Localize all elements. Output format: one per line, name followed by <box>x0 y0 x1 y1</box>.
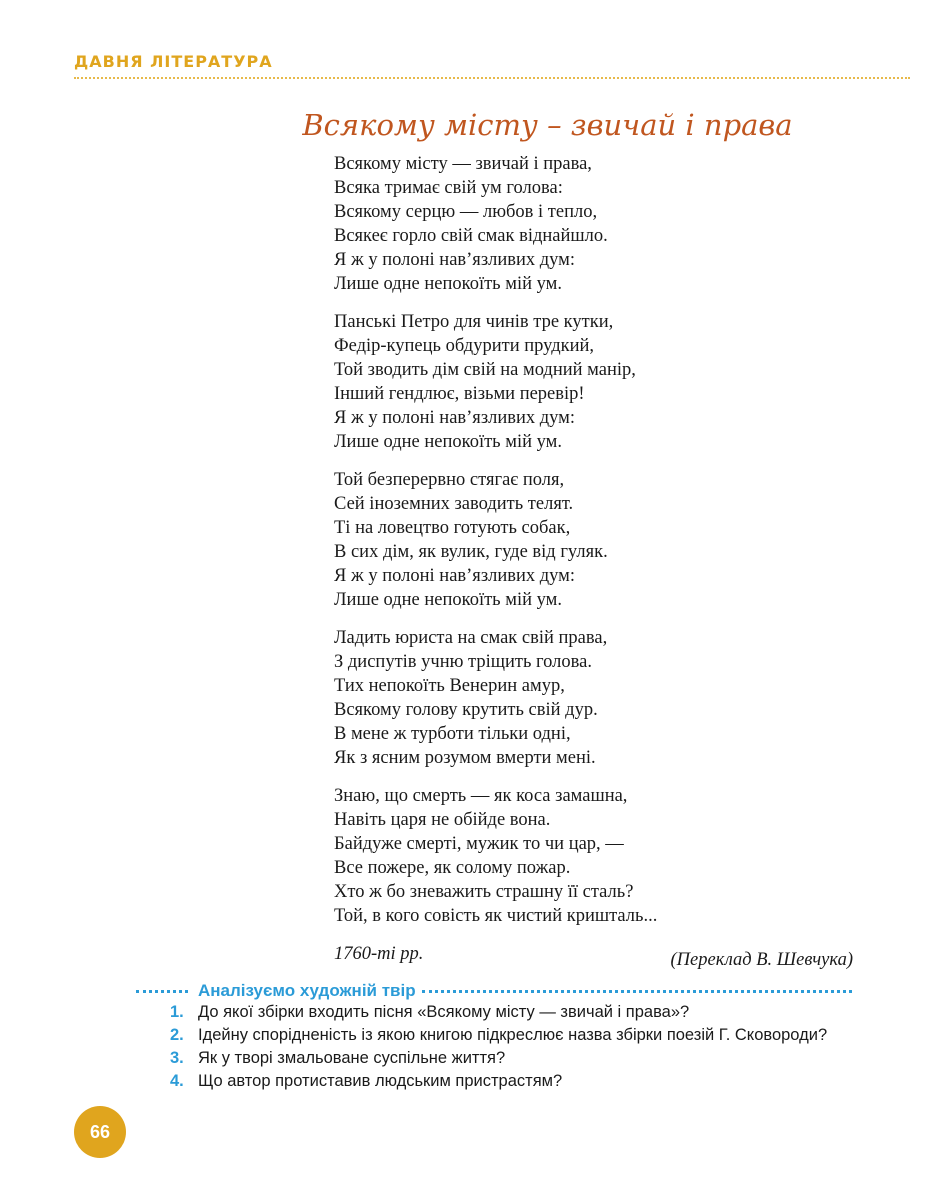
poem-date: 1760-ті рр. <box>334 944 424 964</box>
analysis-title: Аналізуємо художній твір <box>198 981 416 1000</box>
stanza <box>334 152 864 296</box>
poem-line: Всяка тримає свій ум голова: <box>334 178 563 198</box>
poem-line: Як з ясним розумом вмерти мені. <box>334 748 596 768</box>
question-number: 2. <box>170 1026 184 1044</box>
poem-line: Ті на ловецтво готують собак, <box>334 518 571 538</box>
question-number: 1. <box>170 1003 184 1021</box>
page-number-badge: 66 <box>74 1106 126 1158</box>
dotted-rule-right <box>422 990 852 993</box>
poem-line: Той, в кого совість як чистий кришталь... <box>334 906 658 926</box>
poem-title: Всякому місту – звичай і права <box>302 108 793 142</box>
question-text: Ідейну спорідненість із якою книгою підкреслює назва збірки поезій Г. Сковороди? <box>198 1026 828 1044</box>
poem-line: Знаю, що смерть — як коса замашна, <box>334 786 628 806</box>
poem-line: Той зводить дім свій на модний манір, <box>334 360 636 380</box>
question-number: 4. <box>170 1072 184 1090</box>
stanza <box>334 468 864 612</box>
stanza <box>334 310 864 454</box>
poem-line: Всякому місту — звичай і права, <box>334 154 592 174</box>
question-list <box>170 1001 852 1093</box>
poem-line: Хто ж бо зневажить страшну її сталь? <box>334 882 634 902</box>
poem-line: Байдуже смерті, мужик то чи цар, — <box>334 834 624 854</box>
poem-line: Всякеє горло свій смак віднайшло. <box>334 226 608 246</box>
poem-line: Всякому голову крутить свій дур. <box>334 700 598 720</box>
poem-line: Лише одне непокоїть мій ум. <box>334 432 562 452</box>
poem-line: Всякому серцю — любов і тепло, <box>334 202 598 222</box>
poem-line: Ладить юриста на смак свій права, <box>334 628 608 648</box>
question-item <box>170 1001 852 1024</box>
poem-line: В сих дім, як вулик, гуде від гуляк. <box>334 542 608 562</box>
header-divider <box>74 77 910 79</box>
question-item <box>170 1047 852 1070</box>
poem-line: Лише одне непокоїть мій ум. <box>334 590 562 610</box>
poem-line: В мене ж турботи тільки одні, <box>334 724 571 744</box>
question-item <box>170 1070 852 1093</box>
poem-line: З диспутів учню тріщить голова. <box>334 652 592 672</box>
poem-line: Тих непокоїть Венерин амур, <box>334 676 565 696</box>
analysis-header <box>136 980 852 1002</box>
question-text: Як у творі змальоване суспільне життя? <box>198 1049 506 1067</box>
question-text: До якої збірки входить пісня «Всякому місту — звичай і права»? <box>198 1003 690 1021</box>
poem-line: Навіть царя не обійде вона. <box>334 810 551 830</box>
poem-line: Сей іноземних заводить телят. <box>334 494 574 514</box>
poem-line: Я ж у полоні нав’язливих дум: <box>334 408 576 428</box>
poem-body <box>334 152 864 966</box>
question-item <box>170 1024 852 1047</box>
poem-line: Я ж у полоні нав’язливих дум: <box>334 566 576 586</box>
question-number: 3. <box>170 1049 184 1067</box>
dotted-rule-left <box>136 990 188 993</box>
poem-line: Федір-купець обдурити прудкий, <box>334 336 595 356</box>
poem-line: Все пожере, як солому пожар. <box>334 858 571 878</box>
section-header: ДАВНЯ ЛІТЕРАТУРА <box>74 52 273 71</box>
poem-line: Інший гендлює, візьми перевір! <box>334 384 585 404</box>
poem-line: Панські Петро для чинів тре кутки, <box>334 312 614 332</box>
question-text: Що автор протиставив людським пристрастям? <box>198 1072 563 1090</box>
stanza <box>334 626 864 770</box>
poem-line: Той безперервно стягає поля, <box>334 470 565 490</box>
poem-line: Я ж у полоні нав’язливих дум: <box>334 250 576 270</box>
stanza <box>334 784 864 928</box>
poem-line: Лише одне непокоїть мій ум. <box>334 274 562 294</box>
translation-credit: (Переклад В. Шевчука) <box>670 950 853 970</box>
